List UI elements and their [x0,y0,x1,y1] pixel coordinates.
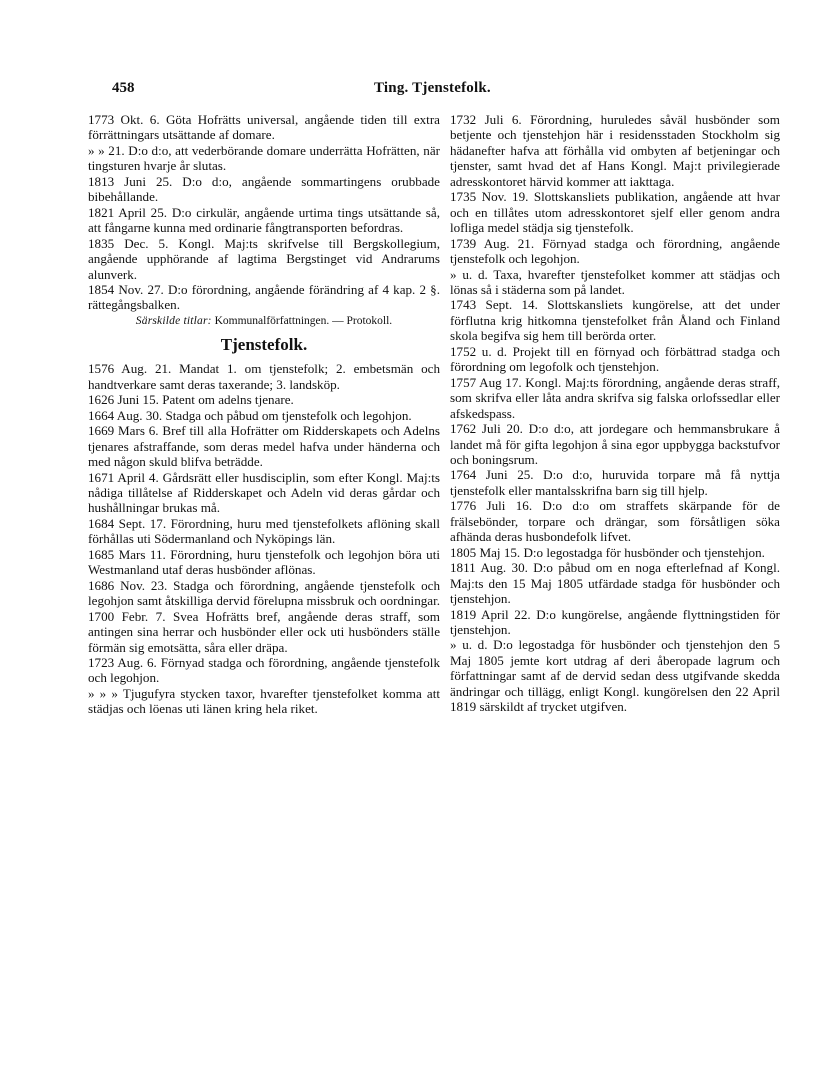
cross-reference-text: Kommunalförfattningen. — Protokoll. [214,314,393,327]
entry: 1732 Juli 6. Förordning, huruledes såväl husbönder som betjente och tjenstehjon här i residensstaden Stockholm sig hädanefter hafva att förhålla vid ombyten af betjeningar och tjenster, samt hvad det af Hans Kongl. Maj:t privilegierade adresskontoret härvid kommer att iakttaga. [450,112,780,189]
page-number: 458 [112,80,135,96]
entry: 1686 Nov. 23. Stadga och förordning, angående tjenstefolk och legohjon samt åtskilliga dervid förelupna missbruk och oordningar. [88,577,441,609]
entry: 1811 Aug. 30. D:o påbud om en noga efterlefnad af Kongl. Maj:ts den 15 Maj 1805 utfärdade stadga för husbönder och tjenstehjon. [450,560,780,607]
entry: 1776 Juli 16. D:o d:o om straffets skärpande för de frälsebönder, torpare och drängar, som försåtligen söka afhända deras husbondefolk lifvet. [450,498,780,545]
entry: 1762 Juli 20. D:o d:o, att jordegare och hemmansbrukare å landet må för gifta legohjon å sina egor uppbygga backstufvor och boningsrum. [450,421,780,467]
entry: 1739 Aug. 21. Förnyad stadga och förordning, angående tjenstefolk och legohjon. [450,235,780,267]
entry: 1854 Nov. 27. D:o förordning, angående förändring af 4 kap. 2 §. rättegångsbalken. [88,281,440,313]
running-title: Ting. Tjenstefolk. [374,80,491,96]
entry: » u. d. Taxa, hvarefter tjenstefolket kommer att städjas och lönas så i städerna som på landet. [450,266,780,297]
entry: 1819 April 22. D:o kungörelse, angående flyttningstiden för tjenstehjon. [450,606,780,637]
entry: 1743 Sept. 14. Slottskansliets kungörelse, att det under förflutna krig hitkomna tjenstefolket från Åland och Finland skola begifva sig hem till berörda orter. [450,297,780,344]
cross-reference-label: Särskilde titlar: [135,314,212,327]
entry: 1813 Juni 25. D:o d:o, angående sommartingens orubbade bibehållande. [88,173,440,205]
entry: » » 21. D:o d:o, att vederbörande domare underrätta Hofrätten, när tingsturen hvarje år slutas. [88,142,440,174]
entry: 1671 April 4. Gårdsrätt eller husdisciplin, som efter Kongl. Maj:ts nådiga tillåtelse af Ridderskapet och Adeln vid deras gårdar och hushållningar brukas må. [88,469,440,516]
right-column [450,112,780,715]
entry: » u. d. D:o legostadga för husbönder och tjenstehjon den 5 Maj 1805 jemte kort utdrag af deri åberopade lagrum och författningar samt af de dervid sedan dess utgifvande skedda ändringar och tillägg, enligt Kongl. kungörelsen den 22 April 1819 särskildt af trycket utgifven. [450,637,780,715]
entry: 1576 Aug. 21. Mandat 1. om tjenstefolk; 2. embetsmän och handtverkare samt deras taxerande; 3. landsköp. [88,361,440,392]
entry: 1735 Nov. 19. Slottskansliets publikation, angående att hvar och en tillåtes utom adresskontoret sjelf eller genom andra lofliga medel städja sig tjenstefolk. [450,189,780,236]
entry: » » » Tjugufyra stycken taxor, hvarefter tjenstefolket komma att städjas och löenas uti länen kring hela riket. [88,685,440,717]
entry: 1626 Juni 15. Patent om adelns tjenare. [88,392,294,408]
entry: 1757 Aug 17. Kongl. Maj:ts förordning, angående deras straff, som skrifva eller låta andra skrifva sig falska orlofssedlar eller afskedspass. [450,374,780,421]
entry: 1752 u. d. Projekt till en förnyad och förbättrad stadga och förordning om legofolk och tjenstehjon. [450,343,780,375]
entry: 1821 April 25. D:o cirkulär, angående urtima tings utsättande så, att fångarne kunna med ordinarie fångtransporten befordras. [88,204,440,236]
page-header [112,80,780,102]
entry: 1684 Sept. 17. Förordning, huru med tjenstefolkets aflöning skall förhållas uti Södermanland och Nyköpings län. [88,515,440,547]
entry: 1723 Aug. 6. Förnyad stadga och förordning, angående tjenstefolk och legohjon. [88,654,440,686]
entry: 1805 Maj 15. D:o legostadga för husbönder och tjenstehjon. [450,544,765,560]
entry: 1700 Febr. 7. Svea Hofrätts bref, angående deras straff, som antingen sina herrar och husbönder eller ock uti husbönders ställe förmän sig emotsätta, såra eller dräpa. [88,608,440,655]
entry: 1669 Mars 6. Bref till alla Hofrätter om Ridderskapets och Adelns tjenares afstraffande, som deras medel hafva under händerna och med någon skuld blifva beträdde. [88,423,440,470]
cross-reference-note [88,314,440,329]
section-heading: Tjenstefolk. [220,335,308,355]
left-column [88,112,440,717]
entry: 1764 Juni 25. D:o d:o, huruvida torpare må få nyttja tjenstefolk eller mantalsskrifna barn sig till hjelp. [450,467,780,498]
entry: 1773 Okt. 6. Göta Hofrätts universal, angående tiden till extra förrättningars utsättande af domare. [88,112,440,143]
entry: 1664 Aug. 30. Stadga och påbud om tjenstefolk och legohjon. [88,407,412,423]
entry: 1835 Dec. 5. Kongl. Maj:ts skrifvelse till Bergskollegium, angående upphörande af lagtima Bergstinget vid Andrarums alunverk. [88,235,440,282]
entry: 1685 Mars 11. Förordning, huru tjenstefolk och legohjon böra uti Westmanland utaf deras husbönder aflönas. [88,546,440,578]
